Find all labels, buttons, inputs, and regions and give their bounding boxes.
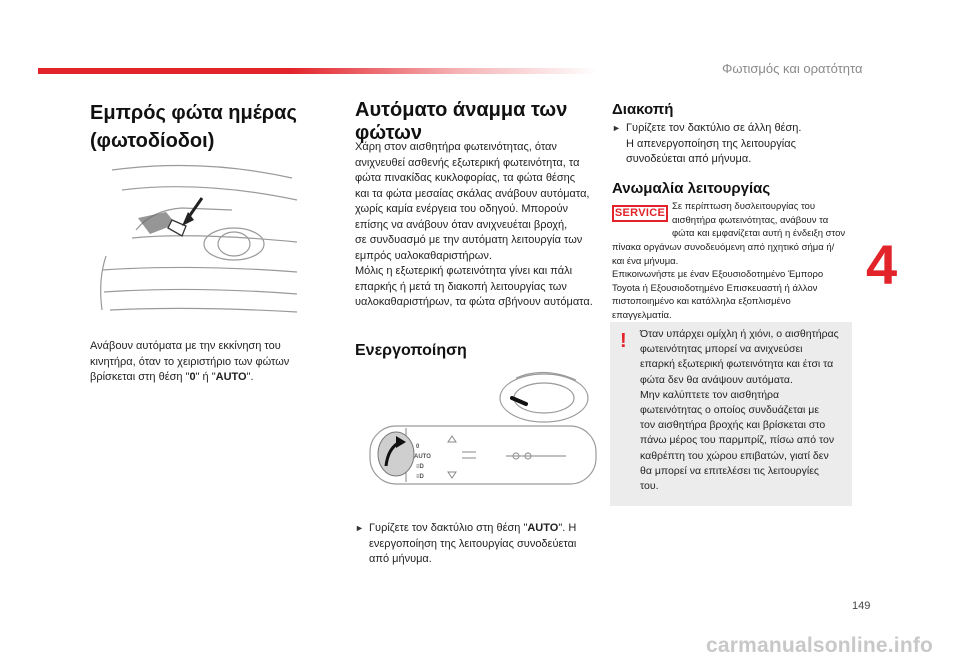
activation-instruction: ► Γυρίζετε τον δακτύλιο στη θέση "AUTO". Η ενεργοποίηση της λειτουργίας συνοδεύεται από μήνυμα. [355, 521, 600, 568]
exclamation-icon: ! [620, 330, 627, 352]
auto-lights-text: Χάρη στον αισθητήρα φωτεινότητας, όταν ανιχνευθεί ασθενής εξωτερική φωτεινότητα, τα φώτα πινακίδας κυκλοφορίας, τα φώτα θέσης και τα φώτα μεσαίας σκάλας ανάβουν αυτόματα, χωρίς καμία ενέργεια του οδηγού. Μπορούν επίσης να ανάβουν όταν ανιχνευέται βροχή, σε συνδυασμό με την αυτόματη λειτουργία των εμπρός υαλοκαθαριστήρων. Μόλις η εξωτερική φωτεινότητα γίνει και πάλι επαρκής ή μετά τη διακοπή λειτουργίας των υαλοκαθαριστήρων, τα φώτα σβήνουν αυτόματα. [355, 141, 593, 308]
malfunction-text-indented: Σε περίπτωση δυσλειτουργίας του αισθητήρα φωτεινότητας, ανάβουν τα φώτα και εμφανίζεται αυτή η ένδειξη στον [672, 201, 846, 239]
header-accent-bar [38, 68, 598, 74]
service-warning-icon: SERVICE [612, 205, 668, 222]
malfunction-title: Ανωμαλία λειτουργίας [612, 180, 771, 197]
switch-label-dipped: ≡D [416, 464, 424, 470]
switch-label-main: ≡D [416, 474, 424, 480]
deactivation-instruction: ► Γυρίζετε τον δακτύλιο σε άλλη θέση. Η απενεργοποίηση της λειτουργίας συνοδεύεται από μήνυμα. [612, 121, 847, 168]
deactivation-title: Διακοπή [612, 101, 674, 118]
light-switch-illustration [366, 368, 602, 496]
warning-text: Όταν υπάρχει ομίχλη ή χιόνι, ο αισθητήρας φωτεινότητας μπορεί να ανιχνεύσει επαρκή εξωτερική φωτεινότητα και έτσι τα φώτα δεν θα ανάψουν αυτόματα. Μην καλύπτετε τον αισθητήρα φωτεινότητας ο οποίος συνδυάζεται με τον αισθητήρα βροχής και βρίσκεται στο πάνω μέρος του παρμπρίζ, πίσω από τον καθρέπτη του χώρου επιβατών, γιατί δεν θα μπορεί να επιτελέσει τις λειτουργίες του. [640, 328, 839, 493]
daytime-lights-text: Ανάβουν αυτόματα με την εκκίνηση του κινητήρα, όταν το χειριστήριο των φώτων βρίσκεται στη θέση "0" ή "AUTO". [90, 340, 290, 383]
page-number: 149 [852, 600, 871, 612]
auto-lights-title: Αυτόματο άναμμα των φώτων [355, 99, 568, 144]
section-title: Φωτισμός και ορατότητα [722, 61, 863, 76]
watermark: carmanualsonline.info [706, 634, 934, 657]
bullet-arrow-icon: ► [612, 123, 621, 133]
switch-label-auto: AUTO [414, 454, 431, 460]
bullet-arrow-icon: ► [355, 523, 364, 533]
activation-title: Ενεργοποίηση [355, 342, 467, 359]
car-front-illustration [92, 160, 300, 320]
daytime-lights-title: Εμπρός φώτα ημέρας (φωτοδίοδοι) [90, 102, 297, 152]
switch-label-0: 0 [416, 444, 420, 450]
malfunction-text: πίνακα οργάνων συνοδευόμενη από ηχητικό σήμα ή/ και ένα μήνυμα. Επικοινωνήστε με έναν Εξουσιοδοτημένο Έμπορο Toyota ή Εξουσιοδοτημένο Επισκευαστή ή άλλον πιστοποιημένο και κατάλληλα εξοπλισμένο επαγγελματία. [612, 242, 835, 321]
chapter-number: 4 [866, 233, 898, 296]
